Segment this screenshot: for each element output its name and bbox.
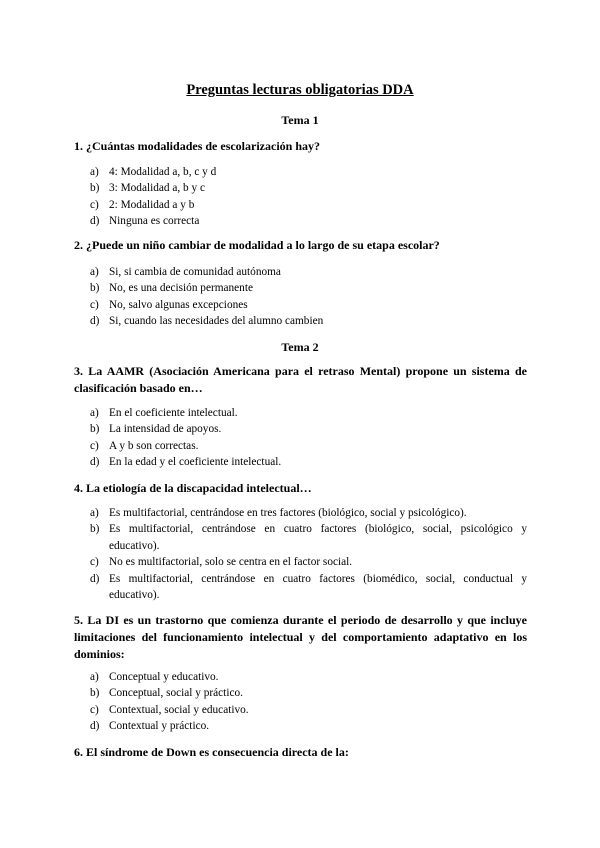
option-2d: d) Si, cuando las necesidades del alumno cambien	[90, 315, 324, 328]
option-1c: c) 2: Modalidad a y b	[90, 198, 195, 211]
question-5: 5. La DI es un trastorno que comienza durante el periodo de desarrollo y que incluye limitaciones del funcionamiento intelectual y del comportamiento adaptativo en los dominios:	[74, 613, 527, 661]
option-1d: d) Ninguna es correcta	[90, 215, 200, 228]
question-1-options	[90, 164, 527, 230]
option-5a: a) Conceptual y educativo.	[90, 671, 219, 683]
document-title: Preguntas lecturas obligatorias DDA	[186, 82, 414, 98]
option-3d: d) En la edad y el coeficiente intelectual.	[90, 456, 282, 469]
option-5b: b) Conceptual, social y práctico.	[90, 687, 243, 700]
option-3a: a) En el coeficiente intelectual.	[90, 407, 238, 419]
question-3: 3. La AAMR (Asociación Americana para el retraso Mental) propone un sistema de clasificación basado en…	[74, 364, 527, 395]
question-4: 4. La etiología de la discapacidad intelectual…	[74, 481, 312, 495]
option-4d: d) Es multifactorial, centrándose en cuatro factores (biomédico, social, conductual y educativo).	[90, 572, 527, 602]
option-4b: b) Es multifactorial, centrándose en cuatro factores (biológico, social, psicológico y educativo).	[90, 523, 527, 552]
option-3c: c) A y b son correctas.	[90, 439, 199, 452]
option-2c: c) No, salvo algunas excepciones	[90, 298, 248, 311]
option-5c: c) Contextual, social y educativo.	[90, 703, 249, 716]
option-2b: b) No, es una decisión permanente	[90, 282, 253, 295]
option-4c: c) No es multifactorial, solo se centra en el factor social.	[90, 556, 353, 569]
question-5-options	[90, 669, 527, 735]
option-1b: b) 3: Modalidad a, b y c	[90, 182, 206, 195]
question-6: 6. El síndrome de Down es consecuencia directa de la:	[74, 745, 349, 759]
option-1a: a) 4: Modalidad a, b, c y d	[90, 166, 217, 178]
option-2a: a) Si, si cambia de comunidad autónoma	[90, 266, 281, 278]
section-heading-tema-2: Tema 2	[281, 340, 319, 354]
question-2: 2. ¿Puede un niño cambiar de modalidad a lo largo de su etapa escolar?	[74, 238, 440, 252]
question-4-options	[90, 505, 527, 603]
question-1: 1. ¿Cuántas modalidades de escolarización hay?	[74, 139, 321, 153]
option-4a: a) Es multifactorial, centrándose en tres factores (biológico, social y psicológico).	[90, 507, 467, 519]
option-3b: b) La intensidad de apoyos.	[90, 423, 222, 436]
question-3-options	[90, 405, 527, 471]
section-heading-tema-1: Tema 1	[281, 113, 319, 127]
question-2-options	[90, 264, 527, 330]
option-5d: d) Contextual y práctico.	[90, 720, 210, 733]
